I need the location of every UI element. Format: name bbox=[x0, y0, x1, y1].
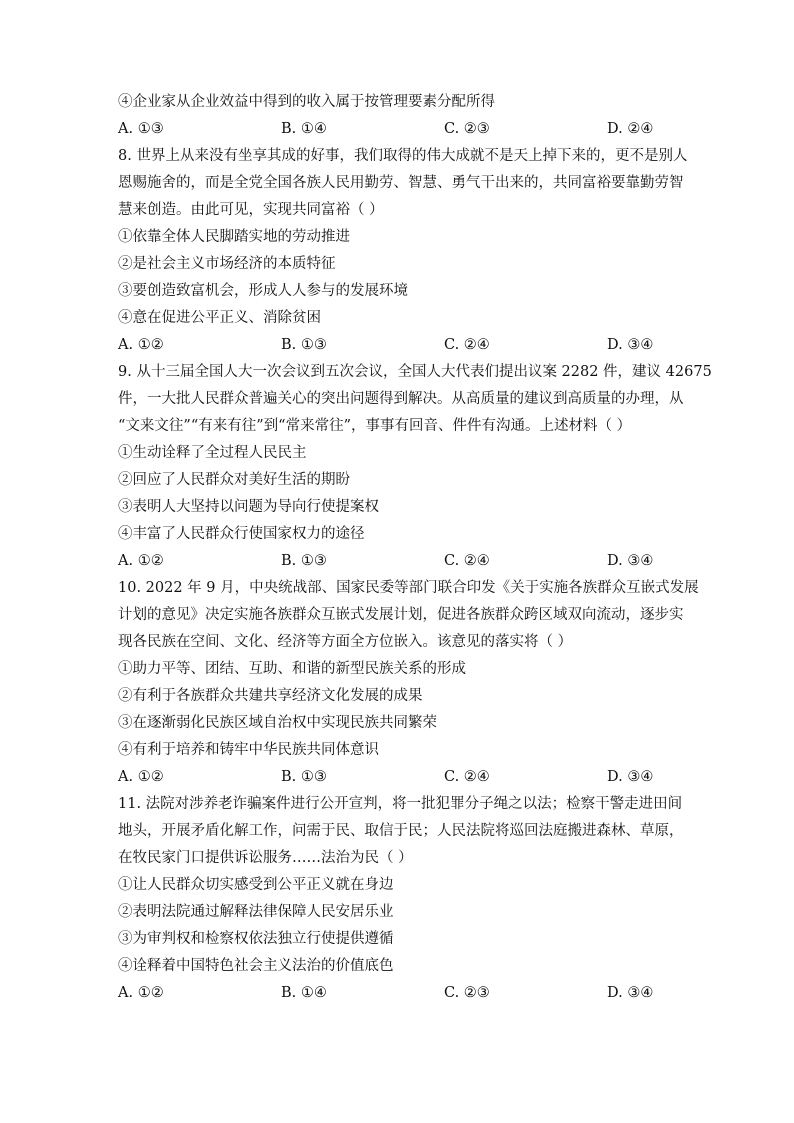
question-options bbox=[118, 764, 678, 791]
question-options bbox=[118, 980, 678, 1007]
option-b: B. ①④ bbox=[281, 985, 327, 1001]
option-d: D. ③④ bbox=[607, 553, 654, 569]
question-11 bbox=[118, 791, 684, 1007]
statement-2: ②有利于各族群众共建共享经济文化发展的成果 bbox=[118, 688, 423, 704]
statement-3: ③要创造致富机会，形成人人参与的发展环境 bbox=[118, 283, 408, 299]
option-b: B. ①④ bbox=[281, 121, 327, 137]
statement-1: ①生动诠释了全过程人民民主 bbox=[118, 445, 307, 461]
statement-1: ①助力平等、团结、互助、和谐的新型民族关系的形成 bbox=[118, 661, 466, 677]
statement-2: ②是社会主义市场经济的本质特征 bbox=[118, 256, 336, 272]
intro-statement: ④企业家从企业效益中得到的收入属于按管理要素分配所得 bbox=[118, 94, 495, 110]
statement-1: ①让人民群众切实感受到公平正义就在身边 bbox=[118, 877, 394, 893]
option-b: B. ①③ bbox=[281, 769, 327, 785]
question-stem-line: 9. 从十三届全国人大一次会议到五次会议，全国人大代表们提出议案 2282 件，建议 42675 bbox=[118, 364, 712, 380]
question-8 bbox=[118, 143, 688, 359]
option-a: A. ①② bbox=[118, 769, 164, 785]
statement-2: ②表明法院通过解释法律保障人民安居乐业 bbox=[118, 904, 394, 920]
statement-3: ③表明人大坚持以问题为导向行使提案权 bbox=[118, 499, 379, 515]
question-stem-line: 8. 世界上从来没有坐享其成的好事，我们取得的伟大成就不是天上掉下来的，更不是别人 bbox=[118, 148, 688, 164]
question-stem-line: 11. 法院对涉养老诈骗案件进行公开宣判，将一批犯罪分子绳之以法；检察干警走进田间 bbox=[118, 796, 683, 812]
option-c: C. ②③ bbox=[444, 985, 490, 1001]
question-10 bbox=[118, 575, 699, 791]
page-content bbox=[118, 89, 712, 1007]
statement-4: ④意在促进公平正义、消除贫困 bbox=[118, 310, 321, 326]
question-stem-line: 件，一大批人民群众普遍关心的突出问题得到解决。从高质量的建议到高质量的办理，从 bbox=[118, 391, 684, 407]
option-c: C. ②④ bbox=[444, 769, 490, 785]
option-d: D. ③④ bbox=[607, 769, 654, 785]
question-stem-line: 地头，开展矛盾化解工作，问需于民、取信于民；人民法院将巡回法庭搬进森林、草原， bbox=[118, 823, 684, 839]
question-stem-line: “文来文往”“有来有往”到“常来常往”，事事有回音、件件有沟通。上述材料（ ） bbox=[118, 418, 632, 434]
option-b: B. ①③ bbox=[281, 553, 327, 569]
question-stem-line: 恩赐施舍的，而是全党全国各族人民用勤劳、智慧、勇气干出来的，共同富裕要靠勤劳智 bbox=[118, 175, 684, 191]
option-d: D. ③④ bbox=[607, 337, 654, 353]
statement-1: ①依靠全体人民脚踏实地的劳动推进 bbox=[118, 229, 350, 245]
statement-2: ②回应了人民群众对美好生活的期盼 bbox=[118, 472, 350, 488]
intro-options bbox=[118, 116, 678, 143]
question-options bbox=[118, 548, 678, 575]
question-stem-line: 现各民族在空间、文化、经济等方面全方位嵌入。该意见的落实将（ ） bbox=[118, 634, 573, 650]
option-c: C. ②③ bbox=[444, 121, 490, 137]
option-c: C. ②④ bbox=[444, 337, 490, 353]
question-stem-line: 计划的意见》决定实施各族群众互嵌式发展计划，促进各族群众跨区域双向流动，逐步实 bbox=[118, 607, 684, 623]
option-d: D. ③④ bbox=[607, 985, 654, 1001]
option-a: A. ①② bbox=[118, 985, 164, 1001]
question-options bbox=[118, 332, 678, 359]
statement-3: ③为审判权和检察权依法独立行使提供遵循 bbox=[118, 931, 394, 947]
question-stem-line: 10. 2022 年 9 月，中央统战部、国家民委等部门联合印发《关于实施各族群众互嵌式发展 bbox=[118, 580, 699, 596]
question-9 bbox=[118, 359, 712, 575]
option-d: D. ②④ bbox=[607, 121, 654, 137]
option-a: A. ①② bbox=[118, 553, 164, 569]
question-stem-line: 在牧民家门口提供诉讼服务……法治为民（ ） bbox=[118, 850, 413, 866]
statement-4: ④诠释着中国特色社会主义法治的价值底色 bbox=[118, 958, 394, 974]
statement-4: ④有利于培养和铸牢中华民族共同体意识 bbox=[118, 742, 379, 758]
option-a: A. ①② bbox=[118, 337, 164, 353]
option-b: B. ①③ bbox=[281, 337, 327, 353]
question-stem-line: 慧来创造。由此可见，实现共同富裕（ ） bbox=[118, 202, 384, 218]
option-a: A. ①③ bbox=[118, 121, 164, 137]
statement-4: ④丰富了人民群众行使国家权力的途径 bbox=[118, 526, 365, 542]
statement-3: ③在逐渐弱化民族区域自治权中实现民族共同繁荣 bbox=[118, 715, 437, 731]
option-c: C. ②④ bbox=[444, 553, 490, 569]
